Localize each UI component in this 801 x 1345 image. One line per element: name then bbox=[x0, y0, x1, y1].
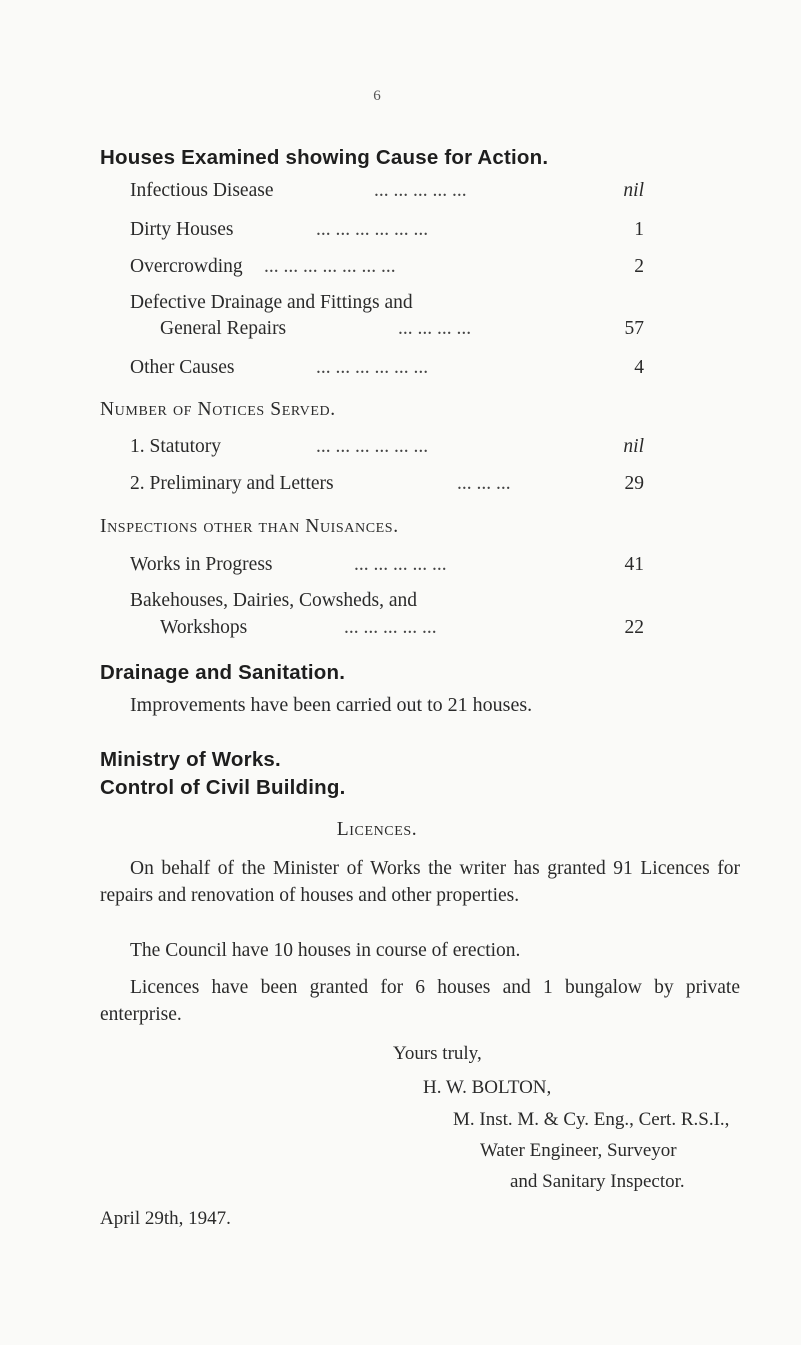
paragraph: Licences have been granted for 6 houses and 1 bungalow by private enterprise. bbox=[100, 977, 740, 1025]
row-value: 4 bbox=[634, 357, 644, 378]
table-row bbox=[130, 436, 650, 458]
section-heading-control: Control of Civil Building. bbox=[100, 776, 346, 799]
section-heading-drainage: Drainage and Sanitation. bbox=[100, 661, 346, 684]
table-row bbox=[130, 256, 650, 278]
paragraph: On behalf of the Minister of Works the writer has granted 91 Licences for repairs and renovation of houses and other properties. bbox=[100, 858, 740, 906]
table-row bbox=[130, 357, 650, 379]
table-row bbox=[130, 318, 650, 340]
row-label: 2. Preliminary and Letters bbox=[130, 473, 334, 494]
page-number: 6 bbox=[373, 88, 381, 104]
licences-heading: Licences. bbox=[336, 819, 418, 840]
leader-dots: ... ... ... ... ... bbox=[374, 180, 467, 201]
section-heading-ministry: Ministry of Works. bbox=[100, 748, 281, 771]
table-row bbox=[130, 219, 650, 241]
row-value: nil bbox=[623, 180, 644, 201]
row-label: 1. Statutory bbox=[130, 436, 221, 457]
leader-dots: ... ... ... ... ... bbox=[344, 617, 437, 638]
date: April 29th, 1947. bbox=[100, 1208, 231, 1229]
row-value: 57 bbox=[624, 318, 644, 339]
leader-dots: ... ... ... ... ... ... bbox=[316, 436, 429, 457]
table-row bbox=[130, 473, 650, 495]
signatory-name: H. W. BOLTON, bbox=[423, 1077, 552, 1098]
leader-dots: ... ... ... ... bbox=[398, 318, 472, 339]
table-row bbox=[130, 554, 650, 576]
row-label: Dirty Houses bbox=[130, 219, 234, 240]
row-label-line2: General Repairs bbox=[160, 318, 287, 339]
row-label: Other Causes bbox=[130, 357, 235, 378]
row-value: 2 bbox=[634, 256, 644, 277]
paragraph: The Council have 10 houses in course of erection. bbox=[130, 940, 521, 961]
row-label: Overcrowding bbox=[130, 256, 243, 277]
signatory-title: Water Engineer, Surveyor bbox=[480, 1140, 677, 1161]
row-label: Works in Progress bbox=[130, 554, 273, 575]
row-value: 29 bbox=[624, 473, 644, 494]
row-value: nil bbox=[623, 436, 644, 457]
table-row bbox=[130, 180, 650, 202]
table-row bbox=[130, 617, 650, 639]
leader-dots: ... ... ... ... ... ... bbox=[316, 357, 429, 378]
row-value: 1 bbox=[634, 219, 644, 240]
row-value: 41 bbox=[624, 554, 644, 575]
row-label-line1: Defective Drainage and Fittings and bbox=[130, 292, 413, 313]
drainage-text: Improvements have been carried out to 21 houses. bbox=[130, 694, 533, 716]
section-heading-houses-examined: Houses Examined showing Cause for Action. bbox=[100, 146, 549, 169]
leader-dots: ... ... ... ... ... ... bbox=[316, 219, 429, 240]
leader-dots: ... ... ... ... ... ... ... bbox=[264, 256, 396, 277]
leader-dots: ... ... ... bbox=[457, 473, 511, 494]
row-value: 22 bbox=[624, 617, 644, 638]
section-heading-inspections: Inspections other than Nuisances. bbox=[100, 516, 399, 537]
row-label-line2: Workshops bbox=[160, 617, 248, 638]
closing: Yours truly, bbox=[393, 1043, 482, 1064]
signatory-title-line2: and Sanitary Inspector. bbox=[510, 1171, 685, 1192]
section-heading-notices: Number of Notices Served. bbox=[100, 399, 336, 420]
row-label-line1: Bakehouses, Dairies, Cowsheds, and bbox=[130, 590, 418, 611]
row-label: Infectious Disease bbox=[130, 180, 274, 201]
leader-dots: ... ... ... ... ... bbox=[354, 554, 447, 575]
signatory-credentials: M. Inst. M. & Cy. Eng., Cert. R.S.I., bbox=[453, 1109, 730, 1130]
